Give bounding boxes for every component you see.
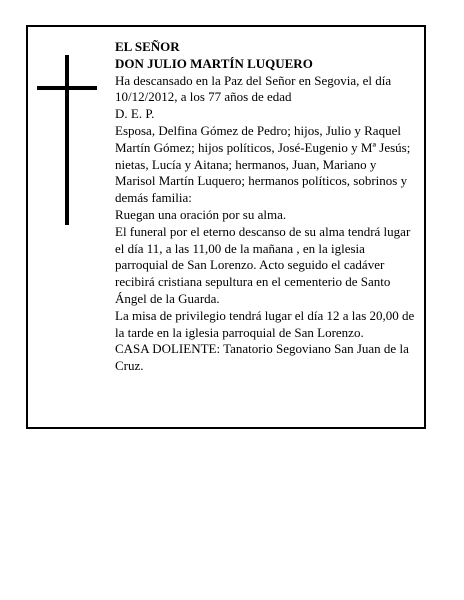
dep-line: D. E. P. xyxy=(115,106,155,122)
mourning-house: CASA DOLIENTE: Tanatorio Segoviano San Juan de la Cruz. xyxy=(115,341,409,374)
family-list: Esposa, Delfina Gómez de Pedro; hijos, Julio y Raquel Martín Gómez; hijos políticos, José-Eugenio y Mª Jesús; nietas, Lucía y Aitana; hermanos, Juan, Mariano y Marisol Martín Luquero; hermanos políticos, sobrinos y demás familia: xyxy=(115,122,411,206)
heading-name: DON JULIO MARTÍN LUQUERO xyxy=(115,55,313,71)
obituary-notice xyxy=(26,25,426,429)
cross-vertical-bar xyxy=(65,55,69,225)
heading-title: EL SEÑOR xyxy=(115,39,180,54)
prayer-request: Ruegan una oración por su alma. xyxy=(115,206,287,222)
mass-details: La misa de privilegio tendrá lugar el día 12 a las 20,00 de la tarde en la iglesia parroquial de San Lorenzo. xyxy=(115,307,415,340)
cross-horizontal-bar xyxy=(37,86,97,90)
death-announcement: Ha descansado en la Paz del Señor en Segovia, el día 10/12/2012, a los 77 años de edad xyxy=(115,72,392,105)
funeral-details: El funeral por el eterno descanso de su alma tendrá lugar el día 11, a las 11,00 de la mañana , en la iglesia parroquial de San Lorenzo. Acto seguido el cadáver recibirá cristiana sepultura en el cementerio de Santo Ángel de la Guarda. xyxy=(115,223,411,306)
notice-body xyxy=(115,39,415,375)
cross-icon xyxy=(37,55,97,225)
